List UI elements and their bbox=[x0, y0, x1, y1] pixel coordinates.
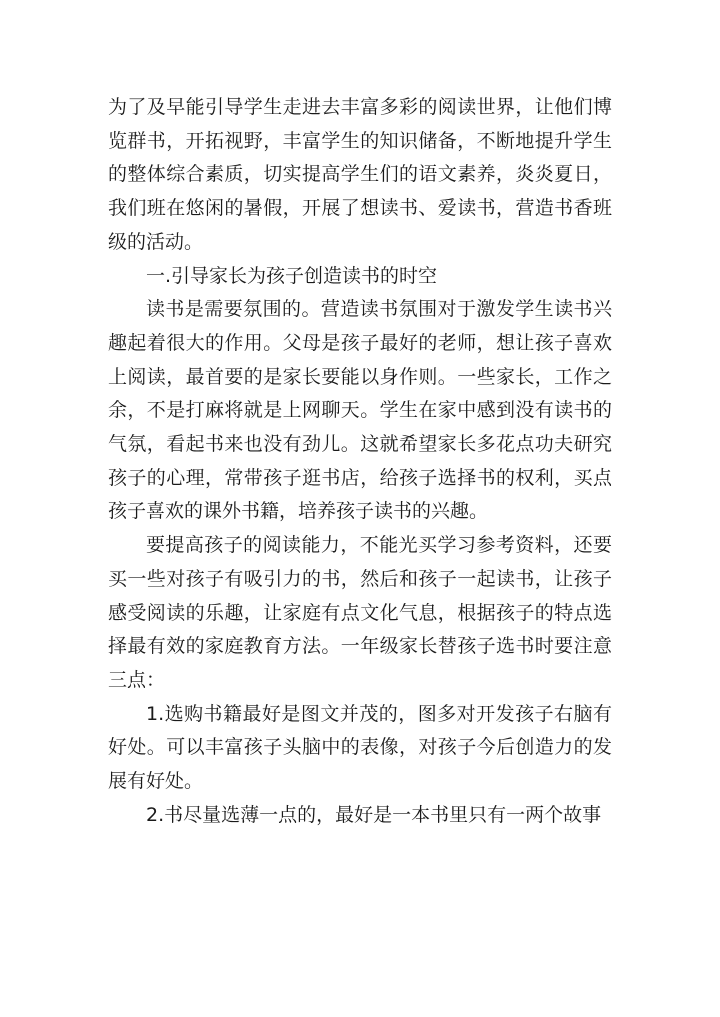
list-item: 1.选购书籍最好是图文并茂的，图多对开发孩子右脑有好处。可以丰富孩子头脑中的表像，对孩子今后创造力的发展有好处。 bbox=[108, 702, 612, 793]
body-paragraph: 读书是需要氛围的。营造读书氛围对于激发学生读书兴趣起着很大的作用。父母是孩子最好的老师，想让孩子喜欢上阅读，最首要的是家长要能以身作则。一些家长，工作之余，不是打麻将就是上网聊天。学生在家中感到没有读书的气氛，看起书来也没有劲儿。这就希望家长多花点功夫研究孩子的心理，常带孩子逛书店，给孩子选择书的权利，买点孩子喜欢的课外书籍，培养孩子读书的兴趣。 bbox=[108, 298, 612, 523]
body-paragraph: 要提高孩子的阅读能力，不能光买学习参考资料，还要买一些对孩子有吸引力的书，然后和孩子一起读书，让孩子感受阅读的乐趣，让家庭有点文化气息，根据孩子的特点选择最有效的家庭教育方法。一年级家长替孩子选书时要注意三点： bbox=[108, 534, 612, 691]
list-item: 2.书尽量选薄一点的，最好是一本书里只有一两个故事 bbox=[146, 803, 602, 826]
document-body bbox=[108, 91, 612, 832]
intro-paragraph: 为了及早能引导学生走进去丰富多彩的阅读世界，让他们博览群书，开拓视野，丰富学生的知识储备，不断地提升学生的整体综合素质，切实提高学生们的语文素养，炎炎夏日，我们班在悠闲的暑假，开展了想读书、爱读书，营造书香班级的活动。 bbox=[108, 96, 612, 253]
section-heading: 一.引导家长为孩子创造读书的时空 bbox=[146, 264, 438, 287]
